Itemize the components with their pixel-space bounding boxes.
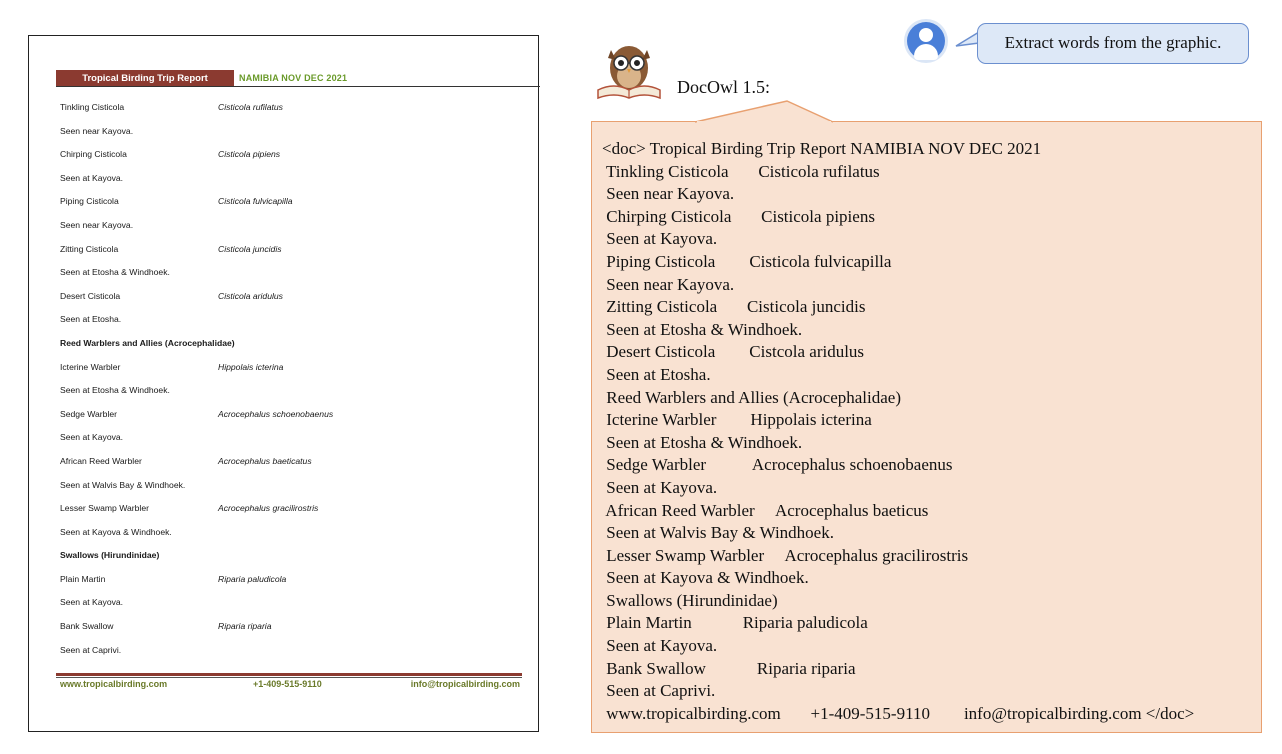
scientific-name: Riparia paludicola (218, 573, 287, 584)
common-name: Icterine Warbler (60, 361, 121, 372)
response-line: Lesser Swamp Warbler Acrocephalus gracilirostris (602, 545, 969, 565)
list-item (60, 120, 520, 144)
response-line: Seen at Kayova. (602, 229, 718, 249)
response-line: Sedge Warbler Acrocephalus schoenobaenus (602, 455, 953, 475)
scientific-name: Acrocephalus schoenobaenus (218, 408, 334, 419)
common-name: Swallows (Hirundinidae) (60, 550, 160, 561)
bot-bubble-tail (695, 100, 835, 123)
footer-phone: +1-409-515-9110 (253, 679, 322, 689)
common-name: Bank Swallow (60, 621, 114, 632)
response-line: <doc> Tropical Birding Trip Report NAMIBIA NOV DEC 2021 (602, 139, 1042, 158)
header-divider (56, 86, 540, 87)
user-message-bubble: Extract words from the graphic. (977, 23, 1249, 64)
owl-reading-icon (594, 40, 664, 104)
footer-website: www.tropicalbirding.com (60, 679, 168, 689)
list-item (60, 96, 520, 120)
common-name: Seen at Kayova & Windhoek. (60, 526, 172, 537)
response-line: Bank Swallow Riparia riparia (602, 658, 856, 678)
response-line: Seen near Kayova. (602, 274, 735, 294)
response-line: Seen at Etosha. (602, 364, 711, 384)
header-title-band: Tropical Birding Trip Report (56, 70, 234, 87)
scientific-name: Riparia riparia (218, 621, 272, 632)
species-list (60, 96, 520, 662)
common-name: Zitting Cisticola (60, 243, 119, 254)
list-item (60, 591, 520, 615)
footer-divider-thin (56, 677, 522, 678)
response-line: www.tropicalbirding.com +1-409-515-9110 info@tropicalbirding.com </doc> (602, 703, 1195, 723)
response-line: Plain Martin Riparia paludicola (602, 613, 868, 633)
footer-email: info@tropicalbirding.com (410, 679, 520, 689)
section-heading (60, 332, 520, 356)
response-line: Chirping Cisticola Cisticola pipiens (602, 206, 875, 226)
user-avatar-icon (904, 19, 948, 63)
common-name: Seen at Etosha. (60, 314, 122, 325)
list-item (60, 356, 520, 380)
list-item (60, 450, 520, 474)
scientific-name: Acrocephalus baeticatus (218, 455, 312, 466)
list-item (60, 261, 520, 285)
common-name: Seen at Walvis Bay & Windhoek. (60, 479, 186, 490)
scientific-name: Cisticola pipiens (218, 149, 281, 160)
common-name: African Reed Warbler (60, 455, 142, 466)
response-line: Desert Cisticola Cistcola aridulus (602, 342, 865, 362)
response-line: Seen at Caprivi. (602, 681, 716, 701)
common-name: Sedge Warbler (60, 408, 118, 419)
common-name: Seen at Etosha & Windhoek. (60, 385, 170, 396)
scientific-name: Cisticola rufilatus (218, 102, 283, 112)
common-name: Seen at Kayova. (60, 172, 124, 183)
common-name: Lesser Swamp Warbler (60, 503, 149, 514)
list-item (60, 497, 520, 521)
list-item (60, 379, 520, 403)
common-name: Reed Warblers and Allies (Acrocephalidae) (60, 337, 235, 348)
list-item (60, 143, 520, 167)
common-name: Seen at Kayova. (60, 597, 124, 608)
list-item (60, 521, 520, 545)
list-item (60, 403, 520, 427)
response-line: Reed Warblers and Allies (Acrocephalidae) (602, 387, 902, 407)
common-name: Seen at Kayova. (60, 432, 124, 443)
list-item (60, 474, 520, 498)
response-line: Icterine Warbler Hippolais icterina (602, 410, 872, 430)
response-line: Piping Cisticola Cisticola fulvicapilla (602, 251, 892, 271)
response-line: Seen at Kayova. (602, 636, 718, 656)
list-item (60, 214, 520, 238)
common-name: Desert Cisticola (60, 290, 121, 301)
bot-response-bubble (591, 121, 1262, 733)
list-item (60, 190, 520, 214)
document-page (28, 35, 539, 732)
response-line: Seen at Etosha & Windhoek. (602, 319, 803, 339)
common-name: Piping Cisticola (60, 196, 119, 207)
common-name: Seen near Kayova. (60, 125, 134, 136)
list-item (60, 568, 520, 592)
list-item (60, 426, 520, 450)
bot-response-text (602, 138, 1194, 725)
header-subtitle: NAMIBIA NOV DEC 2021 (239, 73, 348, 83)
response-line: Seen at Kayova & Windhoek. (602, 568, 809, 588)
footer-divider (56, 673, 522, 676)
common-name: Tinkling Cisticola (60, 102, 125, 112)
scientific-name: Acrocephalus gracilirostris (218, 503, 319, 514)
list-item (60, 167, 520, 191)
response-line: African Reed Warbler Acrocephalus baeticus (602, 500, 929, 520)
list-item (60, 238, 520, 262)
response-line: Tinkling Cisticola Cisticola rufilatus (602, 161, 880, 181)
list-item (60, 308, 520, 332)
common-name: Seen near Kayova. (60, 219, 134, 230)
list-item (60, 639, 520, 663)
response-line: Seen at Kayova. (602, 477, 718, 497)
common-name: Plain Martin (60, 573, 106, 584)
scientific-name: Cisticola aridulus (218, 290, 283, 301)
scientific-name: Cisticola fulvicapilla (218, 196, 293, 207)
scientific-name: Hippolais icterina (218, 361, 284, 372)
section-heading (60, 544, 520, 568)
list-item (60, 285, 520, 309)
common-name: Seen at Etosha & Windhoek. (60, 267, 170, 278)
scientific-name: Cisticola juncidis (218, 243, 282, 254)
response-line: Zitting Cisticola Cisticola juncidis (602, 297, 866, 317)
common-name: Seen at Caprivi. (60, 644, 122, 655)
response-line: Seen near Kayova. (602, 184, 735, 204)
document-header (56, 70, 540, 88)
response-line: Swallows (Hirundinidae) (602, 590, 778, 610)
response-line: Seen at Etosha & Windhoek. (602, 432, 803, 452)
document-footer (60, 679, 520, 693)
common-name: Chirping Cisticola (60, 149, 127, 160)
response-line: Seen at Walvis Bay & Windhoek. (602, 523, 834, 543)
bot-name-label: DocOwl 1.5: (677, 77, 770, 97)
list-item (60, 615, 520, 639)
